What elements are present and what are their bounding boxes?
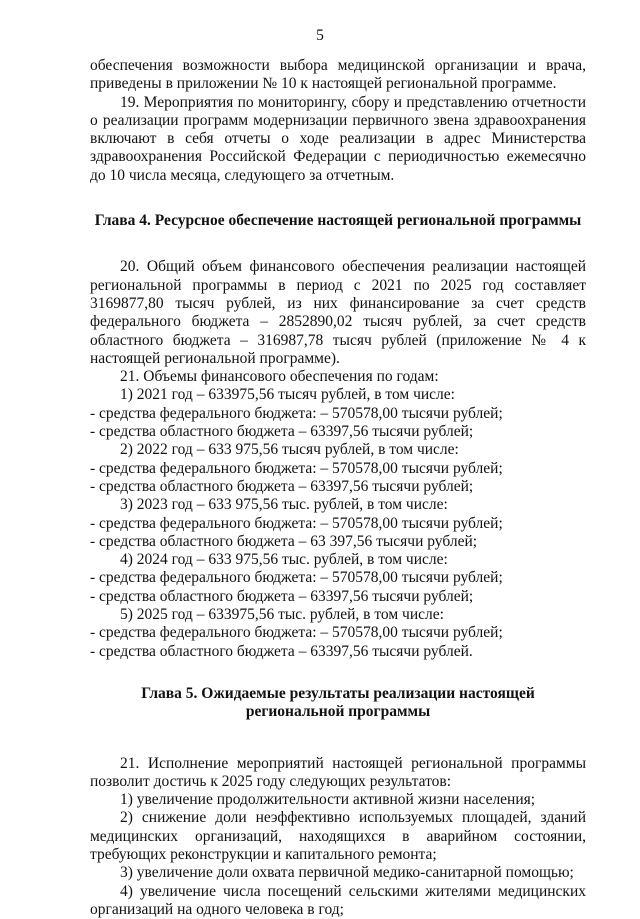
paragraph-continuation: обеспечения возможности выбора медицинской организации и врача, приведены в приложении № 10 к настоящей региональной программе. — [90, 57, 586, 93]
result-item-4: 4) увеличение числа посещений сельскими жителями медицинских организаций на одного человека в год; — [90, 882, 586, 918]
page-content — [90, 57, 586, 919]
funding-year-2024: 4) 2024 год – 633 975,56 тыс. рублей, в том числе: — [120, 551, 448, 569]
result-item-2: 2) снижение доли неэффективно используемых площадей, зданий медицинских организаций, находящихся в аварийном состоянии, требующих реконструкции и капитального ремонта; — [90, 809, 586, 863]
paragraph-21-results-intro: 21. Исполнение мероприятий настоящей региональной программы позволит достичь к 2025 году следующих результатов: — [90, 754, 586, 790]
paragraph-20: 20. Общий объем финансового обеспечения реализации настоящей региональной программы в период с 2021 по 2025 год составляет 3169877,80 тысяч рублей, из них финансирование за счет средств федерального бюджета – 2852890,02 тысяч рублей, за счет средств областного бюджета – 316987,78 тысяч рублей (приложение № 4 к настоящей региональной программе). — [90, 258, 586, 367]
funding-line-federal: - средства федерального бюджета: – 570578,00 тысячи рублей; — [90, 459, 503, 477]
funding-year-2023: 3) 2023 год – 633 975,56 тыс. рублей, в том числе: — [120, 496, 448, 514]
chapter-4-heading: Глава 4. Ресурсное обеспечение настоящей региональной программы — [94, 212, 582, 230]
chapter-5-heading — [90, 685, 586, 722]
chapter-5-heading-line-1: Глава 5. Ожидаемые результаты реализации настоящей — [141, 684, 535, 702]
funding-line-regional: - средства областного бюджета – 63 397,56 тысячи рублей; — [90, 532, 478, 550]
funding-line-regional: - средства областного бюджета – 63397,56 тысячи рублей; — [90, 423, 474, 441]
funding-line-regional: - средства областного бюджета – 63397,56 тысячи рублей; — [90, 477, 474, 495]
funding-year-2021: 1) 2021 год – 633975,56 тысяч рублей, в том числе: — [120, 386, 455, 404]
funding-line-federal: - средства федерального бюджета: – 570578,00 тысячи рублей; — [90, 404, 503, 422]
paragraph-21-intro: 21. Объемы финансового обеспечения по годам: — [120, 368, 439, 386]
results-list — [90, 791, 586, 919]
funding-year-2025: 5) 2025 год – 633975,56 тыс. рублей, в том числе: — [120, 606, 444, 624]
funding-by-year-list — [90, 386, 586, 660]
result-item-1: 1) увеличение продолжительности активной жизни населения; — [120, 791, 536, 809]
funding-line-federal: - средства федерального бюджета: – 570578,00 тысячи рублей; — [90, 624, 503, 642]
paragraph-19: 19. Мероприятия по мониторингу, сбору и представлению отчетности о реализации программ модернизации первичного звена здравоохранения включают в себя отчеты о ходе реализации в адрес Министерства здравоохранения Российской Федерации с периодичностью ежемесячно до 10 числа месяца, следующего за отчетным. — [90, 93, 586, 184]
funding-line-regional: - средства областного бюджета – 63397,56 тысячи рублей. — [90, 642, 473, 660]
funding-year-2022: 2) 2022 год – 633 975,56 тысяч рублей, в том числе: — [120, 441, 459, 459]
funding-line-federal: - средства федерального бюджета: – 570578,00 тысячи рублей; — [90, 569, 503, 587]
result-item-3: 3) увеличение доли охвата первичной медико-санитарной помощью; — [120, 864, 574, 882]
chapter-5-heading-line-2: региональной программы — [245, 703, 431, 721]
funding-line-regional: - средства областного бюджета – 63397,56 тысячи рублей; — [90, 587, 474, 605]
funding-line-federal: - средства федерального бюджета: – 570578,00 тысячи рублей; — [90, 514, 503, 532]
page-number: 5 — [316, 27, 324, 44]
